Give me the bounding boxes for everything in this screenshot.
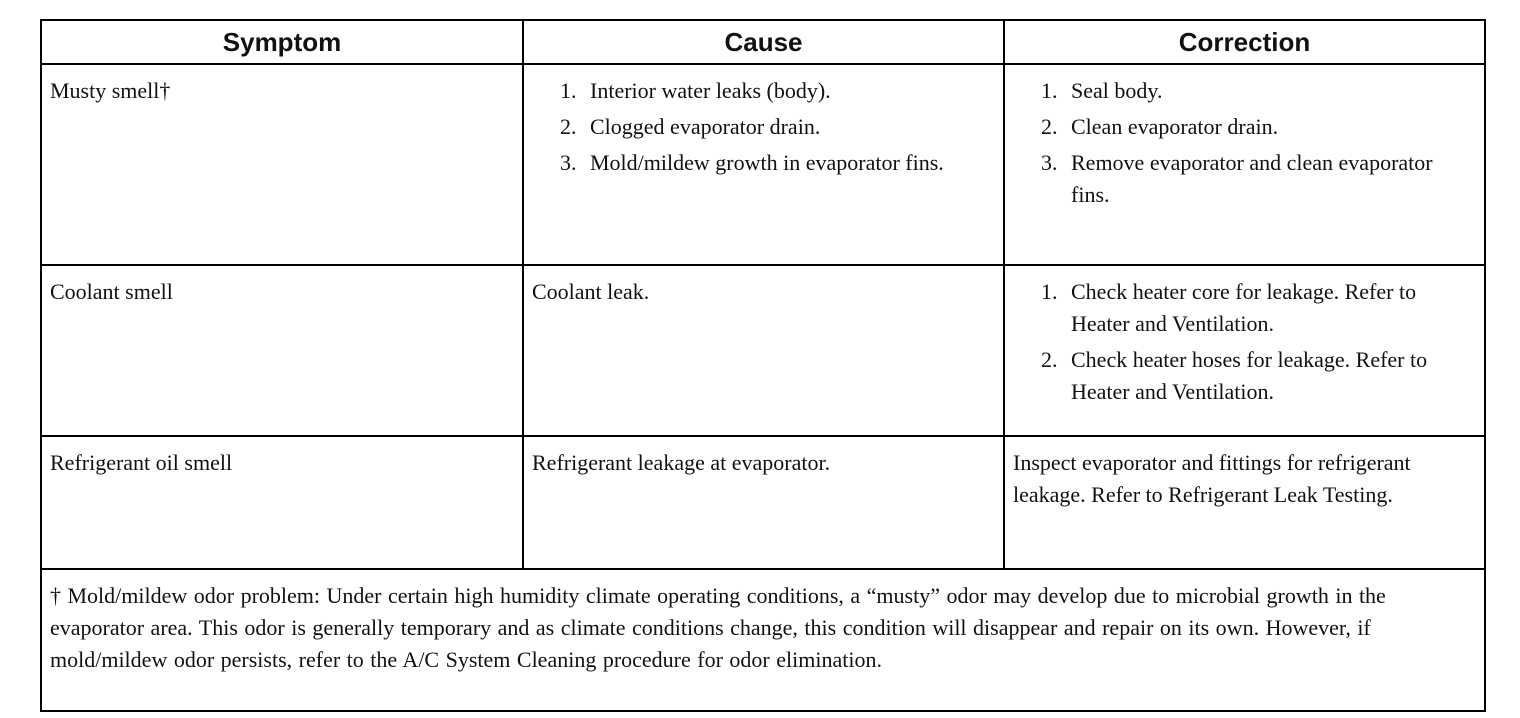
header-correction: Correction xyxy=(1004,20,1485,64)
correction-cell xyxy=(1004,64,1485,265)
cause-cell xyxy=(523,436,1004,569)
correction-list xyxy=(1013,75,1476,211)
list-item xyxy=(1013,344,1476,408)
item-text: Check heater core for leakage. Refer to Heater and Ventilation. xyxy=(1071,279,1417,336)
item-number: 3. xyxy=(560,150,577,175)
correction-list xyxy=(1013,276,1476,408)
header-symptom: Symptom xyxy=(41,20,523,64)
symptom-text: Coolant smell xyxy=(50,279,173,304)
cause-cell xyxy=(523,265,1004,436)
item-text: Remove evaporator and clean evaporator fins. xyxy=(1071,150,1433,207)
list-item xyxy=(1013,147,1476,211)
symptom-text: Refrigerant oil smell xyxy=(50,450,233,475)
cause-text: Coolant leak. xyxy=(532,279,650,304)
item-text: Interior water leaks (body). xyxy=(590,78,831,103)
list-item xyxy=(1013,111,1476,143)
symptom-cell xyxy=(41,265,523,436)
item-number: 1. xyxy=(560,78,577,103)
item-text: Clogged evaporator drain. xyxy=(590,114,821,139)
item-number: 1. xyxy=(1041,78,1058,103)
item-number: 1. xyxy=(1041,279,1058,304)
symptom-cell xyxy=(41,64,523,265)
list-item xyxy=(1013,75,1476,107)
list-item xyxy=(532,147,995,179)
correction-cell xyxy=(1004,436,1485,569)
cause-list xyxy=(532,75,995,179)
item-text: Clean evaporator drain. xyxy=(1071,114,1279,139)
footnote-row xyxy=(41,569,1485,711)
cause-cell xyxy=(523,64,1004,265)
diagnosis-table xyxy=(40,19,1486,712)
header-row xyxy=(41,20,1485,64)
list-item xyxy=(1013,276,1476,340)
footnote: † Mold/mildew odor problem: Under certain high humidity climate operating conditions, a “musty” odor may develop due to microbial growth in the evaporator area. This odor is generally temporary and as climate conditions change, this condition will disappear and repair on its own. However, if mold/mildew odor persists, refer to the A/C System Cleaning procedure for odor elimination. xyxy=(41,569,1485,711)
table-row xyxy=(41,265,1485,436)
item-number: 2. xyxy=(1041,347,1058,372)
list-item xyxy=(532,111,995,143)
cause-text: Refrigerant leakage at evaporator. xyxy=(532,450,831,475)
item-number: 3. xyxy=(1041,150,1058,175)
item-text: Mold/mildew growth in evaporator fins. xyxy=(590,150,944,175)
item-number: 2. xyxy=(560,114,577,139)
symptom-text: Musty smell† xyxy=(50,78,171,103)
header-cause: Cause xyxy=(523,20,1004,64)
correction-text: Inspect evaporator and fittings for refrigerant leakage. Refer to Refrigerant Leak Testing. xyxy=(1013,450,1411,507)
item-text: Seal body. xyxy=(1071,78,1163,103)
correction-cell xyxy=(1004,265,1485,436)
table-row xyxy=(41,436,1485,569)
item-number: 2. xyxy=(1041,114,1058,139)
list-item xyxy=(532,75,995,107)
table-row xyxy=(41,64,1485,265)
item-text: Check heater hoses for leakage. Refer to Heater and Ventilation. xyxy=(1071,347,1428,404)
symptom-cell xyxy=(41,436,523,569)
